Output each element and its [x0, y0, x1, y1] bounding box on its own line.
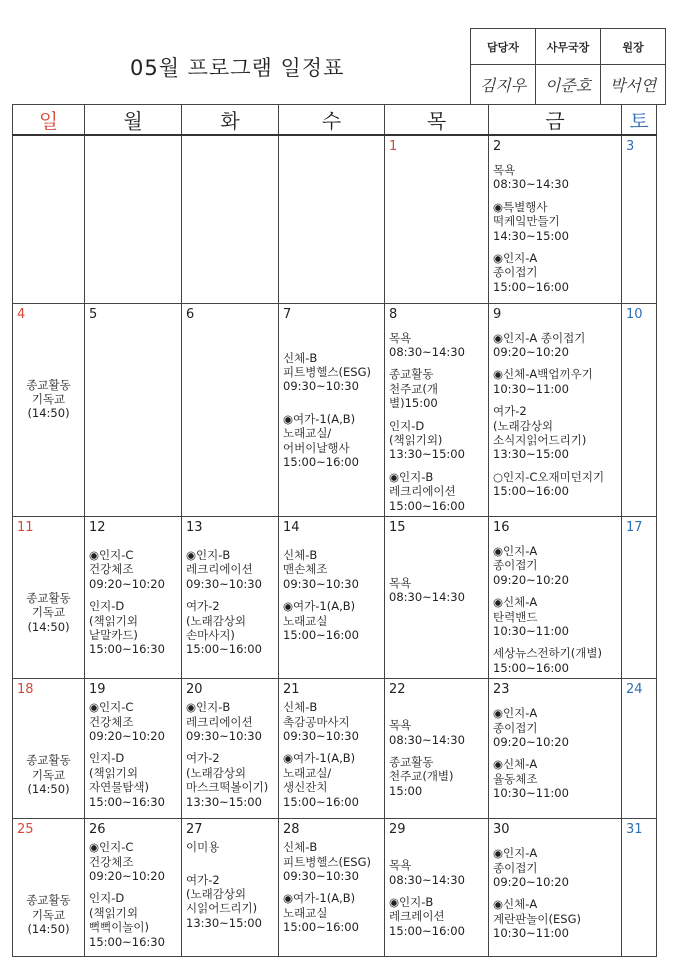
signature-head: 박서연 — [601, 65, 666, 105]
event-item: ◉인지-A 종이접기 09:20~10:20 — [493, 330, 586, 359]
day-cell — [622, 819, 657, 957]
day-cell — [385, 819, 489, 957]
day-cell — [279, 303, 385, 516]
event-item: ◉인지-B 레크리에이션 09:30~10:30 — [186, 700, 262, 744]
weekday-tue: 화 — [182, 105, 279, 136]
event-item: 인지-D (책읽기외 낱말카드) 15:00~16:30 — [89, 599, 165, 657]
event-item: 종교활동 기독교 (14:50) — [26, 590, 71, 634]
day-number: 21 — [283, 682, 300, 698]
event-item: ◉인지-A 종이접기 09:20~10:20 — [493, 846, 569, 890]
day-cell — [385, 303, 489, 516]
event-item: 여가-2 (노래감상외 시읽어드리기) 13:30~15:00 — [186, 872, 262, 930]
event-item: ◉여가-1(A,B) 노래교실 15:00~16:00 — [283, 891, 359, 935]
day-cell — [385, 679, 489, 819]
day-cell — [622, 135, 657, 303]
event-item: ◉인지-A 종이접기 09:20~10:20 — [493, 543, 569, 587]
event-item: ◉신체-A 계란판놀이(ESG) 10:30~11:00 — [493, 897, 581, 941]
signature-manager: 김지우 — [471, 65, 536, 105]
day-cell — [622, 303, 657, 516]
event-item: 종교활동 기독교 (14:50) — [26, 893, 71, 937]
day-number: 30 — [493, 822, 510, 838]
weekday-sun: 일 — [13, 105, 85, 136]
day-number: 15 — [389, 519, 406, 535]
event-item: ◉신체-A백업끼우기 10:30~11:00 — [493, 367, 593, 396]
event-item: ◉인지-B 레크레이션 15:00~16:00 — [389, 895, 465, 938]
day-cell — [182, 819, 279, 957]
day-cell — [489, 679, 622, 819]
event-item: 인지-D (책읽기외 뻑뻑이놀이) 15:00~16:30 — [89, 891, 165, 949]
event-item: ◉인지-B 레크리에이션 09:30~10:30 — [186, 547, 262, 591]
approval-box — [470, 28, 666, 105]
signature-director: 이준호 — [536, 65, 601, 105]
day-cell — [85, 819, 182, 957]
day-number: 25 — [17, 822, 34, 838]
week-row — [13, 303, 657, 516]
event-item: 종교활동 천주교(개별)15:00 — [389, 367, 438, 411]
event-item: 신체-B 피트병헬스(ESG) 09:30~10:30 — [283, 350, 371, 394]
day-number: 2 — [493, 139, 502, 154]
day-cell — [85, 303, 182, 516]
page-title: 05월 프로그램 일정표 — [130, 56, 345, 80]
day-number: 28 — [283, 822, 300, 838]
day-number: 10 — [626, 306, 643, 322]
event-item: 목욕 08:30~14:30 — [493, 163, 569, 192]
event-item: 목욕 08:30~14:30 — [389, 718, 465, 747]
approval-header-manager: 담당자 — [471, 29, 536, 65]
day-number: 6 — [186, 306, 195, 322]
event-item: ◉여가-1(A,B) 노래교실/ 생신잔치 15:00~16:00 — [283, 751, 359, 809]
event-item: ◉인지-A 종이접기 15:00~16:00 — [493, 251, 569, 294]
weekday-wed: 수 — [279, 105, 385, 136]
day-cell — [13, 679, 85, 819]
day-cell — [182, 679, 279, 819]
day-number: 11 — [17, 519, 34, 535]
event-item: 목욕 08:30~14:30 — [389, 858, 465, 887]
event-item: 목욕 08:30~14:30 — [389, 330, 465, 359]
day-number: 14 — [283, 519, 300, 535]
day-number: 9 — [493, 306, 502, 322]
event-item: 신체-B 촉감공마사지 09:30~10:30 — [283, 700, 359, 744]
event-item: ◉여가-1(A,B) 노래교실 15:00~16:00 — [283, 599, 359, 642]
day-number: 23 — [493, 682, 510, 698]
day-cell — [622, 679, 657, 819]
week-row — [13, 679, 657, 819]
event-item: ○인지-C오재미던지기 15:00~16:00 — [493, 469, 605, 499]
day-number: 16 — [493, 519, 510, 535]
event-item: 인지-D (책읽기외) 13:30~15:00 — [389, 418, 465, 462]
event-item: 목욕 08:30~14:30 — [389, 575, 465, 605]
day-cell — [489, 135, 622, 303]
day-number: 13 — [186, 519, 203, 535]
week-row — [13, 135, 657, 303]
day-cell — [279, 679, 385, 819]
event-item: 세상뉴스전하기(개별) 15:00~16:00 — [493, 646, 602, 675]
day-cell — [489, 819, 622, 957]
event-item: ◉신체-A 탄력밴드 10:30~11:00 — [493, 595, 569, 638]
weekday-thu: 목 — [385, 105, 489, 136]
event-item: ◉특별행사 떡케잌만들기 14:30~15:00 — [493, 199, 569, 243]
event-item: ◉여가-1(A,B) 노래교실/ 어버이날행사 15:00~16:00 — [283, 411, 359, 469]
day-number: 29 — [389, 822, 406, 838]
day-cell — [85, 135, 182, 303]
event-item: ◉인지-C 건강체조 09:20~10:20 — [89, 840, 165, 884]
weekday-header-row — [13, 105, 657, 136]
day-cell — [13, 135, 85, 303]
event-item: 종교활동 천주교(개별) 15:00 — [389, 755, 454, 798]
day-number: 20 — [186, 682, 203, 698]
event-item: ◉신체-A 율동체조 10:30~11:00 — [493, 757, 569, 801]
event-item: ◉인지-C 건강체조 09:20~10:20 — [89, 547, 165, 591]
day-number: 17 — [626, 519, 643, 535]
approval-header-director: 사무국장 — [536, 29, 601, 65]
day-cell — [279, 516, 385, 678]
event-item: 여가-2 (노래감상외 소식지읽어드리기) 13:30~15:00 — [493, 404, 587, 462]
calendar-table — [12, 104, 657, 957]
day-number: 1 — [389, 139, 398, 154]
day-number: 7 — [283, 306, 292, 322]
day-cell — [385, 516, 489, 678]
day-cell — [489, 516, 622, 678]
day-number: 26 — [89, 822, 106, 838]
event-item: 여가-2 (노래감상외 손마사지) 15:00~16:00 — [186, 599, 262, 657]
event-item: 인지-D (책읽기외 자연물탐색) 15:00~16:30 — [89, 751, 165, 809]
day-number: 24 — [626, 682, 643, 698]
event-item: 종교활동 기독교 (14:50) — [26, 377, 71, 421]
event-item: 종교활동 기독교 (14:50) — [26, 753, 71, 797]
event-item: ◉인지-A 종이접기 09:20~10:20 — [493, 706, 569, 750]
day-number: 27 — [186, 822, 203, 838]
day-cell — [279, 135, 385, 303]
weekday-mon: 월 — [85, 105, 182, 136]
day-cell — [279, 819, 385, 957]
day-number: 18 — [17, 682, 34, 698]
week-row — [13, 516, 657, 678]
event-item: 신체-B 맨손체조 09:30~10:30 — [283, 547, 359, 591]
day-cell — [182, 135, 279, 303]
day-number: 12 — [89, 519, 106, 535]
week-row — [13, 819, 657, 957]
event-item: ◉인지-B 레크리에이션 15:00~16:00 — [389, 469, 465, 513]
weekday-fri: 금 — [489, 105, 622, 136]
day-number: 22 — [389, 682, 406, 698]
day-cell — [182, 303, 279, 516]
day-cell — [622, 516, 657, 678]
event-item: ◉인지-C 건강체조 09:20~10:20 — [89, 700, 165, 744]
day-number: 8 — [389, 306, 398, 322]
day-number: 4 — [17, 306, 26, 322]
day-cell — [85, 516, 182, 678]
day-number: 31 — [626, 822, 643, 838]
day-cell — [385, 135, 489, 303]
day-cell — [13, 516, 85, 678]
event-item: 신체-B 피트병헬스(ESG) 09:30~10:30 — [283, 840, 371, 884]
day-cell — [182, 516, 279, 678]
day-cell — [85, 679, 182, 819]
day-number: 3 — [626, 139, 635, 154]
day-cell — [13, 819, 85, 957]
weekday-sat: 토 — [622, 105, 657, 136]
event-item: 여가-2 (노래감상외 마스크떡볼이기) 13:30~15:00 — [186, 751, 269, 809]
day-cell — [13, 303, 85, 516]
approval-header-head: 원장 — [601, 29, 666, 65]
event-item: 이미용 — [186, 840, 220, 855]
day-cell — [489, 303, 622, 516]
day-number: 19 — [89, 682, 106, 698]
day-number: 5 — [89, 306, 98, 322]
